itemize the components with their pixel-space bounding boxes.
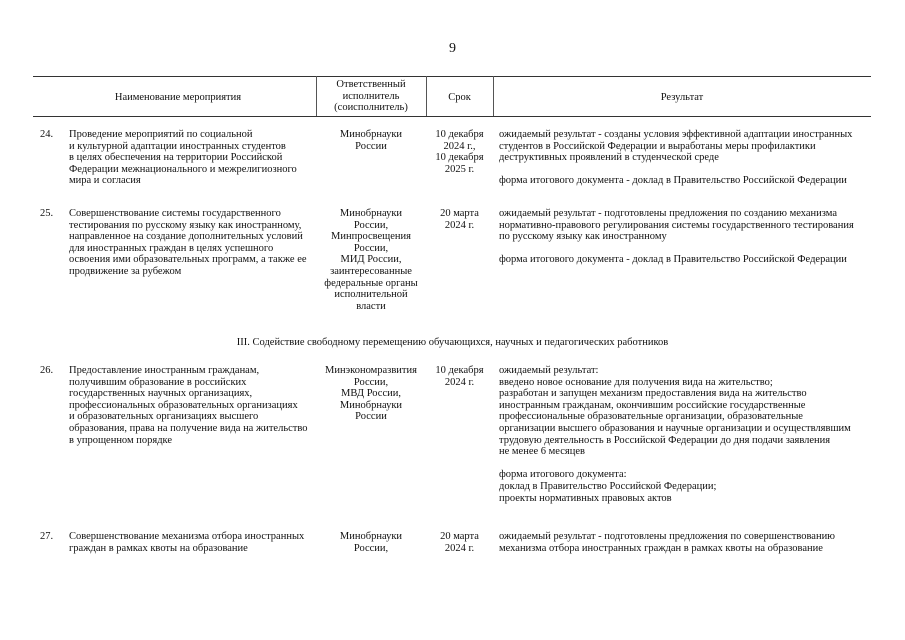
section-title: III. Содействие свободному перемещению обучающихся, научных и педагогических работников: [236, 337, 669, 348]
row-result: ожидаемый результат - созданы условия эффективной адаптации иностранных студентов в Российской Федерации и выработаны меры профилактики деструктивных проявлений в студенческой среде форма итогового документа - доклад в Правительство Российской Федерации: [499, 129, 853, 187]
header-top-rule: [33, 76, 871, 77]
row-deadline: 20 марта 2024 г.: [440, 531, 479, 554]
row-name: Предоставление иностранным гражданам, получившим образование в российских государственных научных организациях, профессиональных образовательных организациях и образовательных организациях высшего образования, права на получение вида на жительство в упрощенном порядке: [69, 365, 308, 446]
row-result: ожидаемый результат: введено новое основание для получения вида на жительство; разработан и запущен механизм предоставления вида на жительство иностранным гражданам, окончившим российские государственные профессиональные образовательные организации, образовательные организации высшего образования и научные организации и осуществлявшим трудовую деятельность в Российской Федерации до дня подачи заявления не менее 6 месяцев форма итогового документа: доклад в Правительство Российской Федерации; проекты нормативных правовых актов: [499, 365, 851, 504]
row-executor: Минобрнауки России: [339, 129, 403, 152]
row-executor: Минобрнауки России,: [339, 531, 403, 554]
row-deadline: 10 декабря 2024 г., 10 декабря 2025 г.: [435, 129, 484, 175]
row-deadline: 20 марта 2024 г.: [440, 208, 479, 231]
row-number: 25.: [40, 208, 54, 219]
header-bottom-rule: [33, 116, 871, 117]
header-executor: Ответственный исполнитель (соисполнитель): [334, 79, 408, 113]
row-number: 27.: [40, 531, 54, 542]
row-executor: Минобрнауки России, Минпросвещения России, МИД России, заинтересованные федеральные органы исполнительной власти: [324, 208, 418, 312]
row-name: Совершенствование механизма отбора иностранных граждан в рамках квоты на образование: [69, 531, 305, 554]
header-result: Результат: [660, 92, 704, 103]
row-executor: Минэкономразвития России, МВД России, Минобрнауки России: [325, 365, 417, 423]
header-name: Наименование мероприятия: [114, 92, 242, 103]
row-name: Совершенствование системы государственного тестирования по русскому языку как иностранному, направленное на создание дополнительных условий для иностранных граждан в целях успешного освоения ими образовательных программ, а также ее продвижение за рубежом: [69, 208, 307, 277]
row-number: 24.: [40, 129, 54, 140]
row-name: Проведение мероприятий по социальной и культурной адаптации иностранных студентов в целях обеспечения на территории Российской Федерации межнационального и межрелигиозного мира и согласия: [69, 129, 297, 187]
row-number: 26.: [40, 365, 54, 376]
page-number: 9: [449, 41, 456, 56]
row-result: ожидаемый результат - подготовлены предложения по совершенствованию механизма отбора иностранных граждан в рамках квоты на образование: [499, 531, 836, 554]
row-deadline: 10 декабря 2024 г.: [435, 365, 484, 388]
row-result: ожидаемый результат - подготовлены предложения по созданию механизма нормативно-правового регулирования системы государственного тестирования по русскому языку как иностранному форма итогового документа - доклад в Правительство Российской Федерации: [499, 208, 854, 266]
header-deadline: Срок: [448, 92, 471, 103]
